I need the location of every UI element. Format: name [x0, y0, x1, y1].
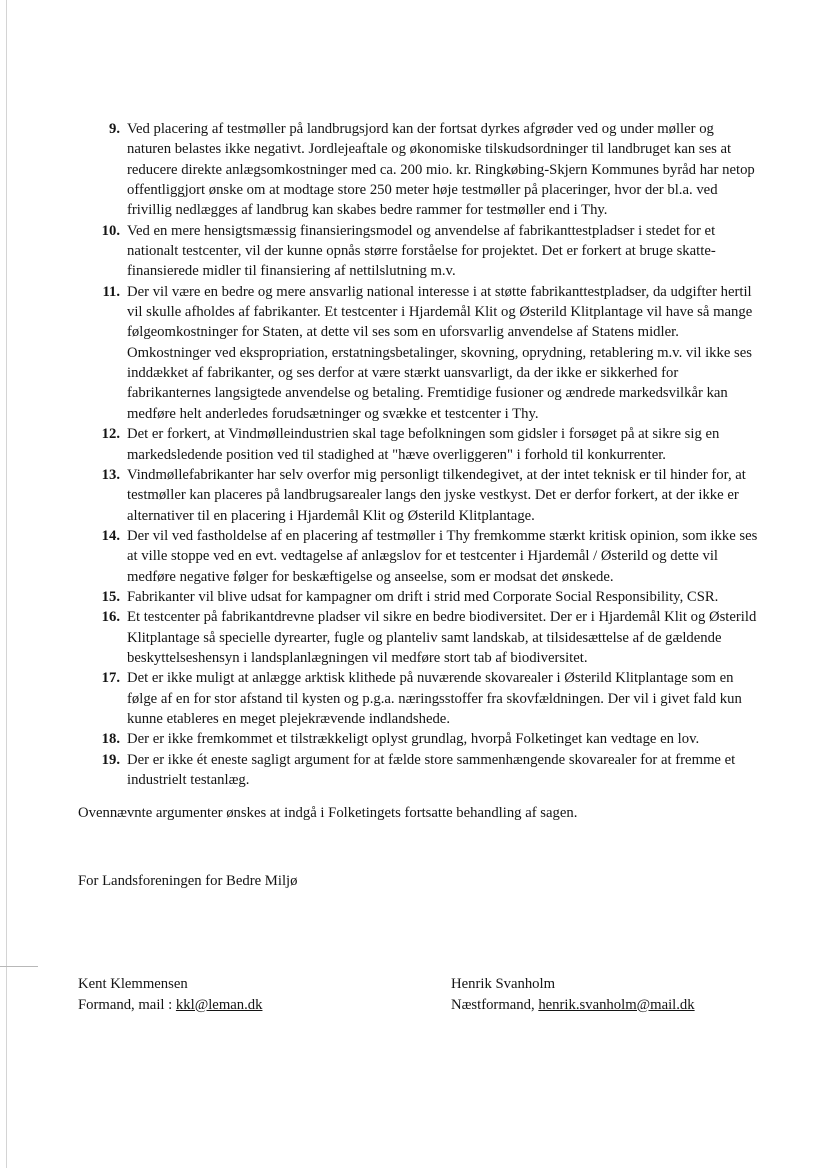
argument-text: Der er ikke fremkommet et tilstrækkeligt oplyst grundlag, hvorpå Folketinget kan vedtage en lov. [127, 731, 700, 748]
argument-text: Det er forkert, at Vindmølleindustrien skal tage befolkningen som gidsler i forsøget på at sikre sig en markedsledende position ved til stadighed at "hæve overliggeren" i forhold til konkurrenter. [127, 426, 720, 463]
argument-number: 9. [108, 121, 120, 137]
argument-number: 15. [101, 588, 120, 605]
argument-list [78, 119, 758, 790]
argument-number: 16. [101, 609, 120, 626]
argument-text: Det er ikke muligt at anlægge arktisk klithede på nuværende skovarealer i Østerild Klitplantage som en følge af en for stor afstand til kysten og p.g.a. næringsstoffer fra skovfældningen. Der vil i givet fald kun kunne etableres en meget plejekrævende indlandshede. [127, 670, 742, 727]
argument-item [78, 668, 758, 729]
argument-text: Et testcenter på fabrikantdrevne pladser vil sikre en bedre biodiversitet. Der er i Hjardemål Klit og Østerild Klitplantage så specielle dyrearter, fugle og planteliv samt landskab, at tilsidesættelse af de gældende beskyttelseshensyn i landsplanlægningen vil medføre stort tab af biodiversitet. [127, 609, 757, 666]
argument-text: Der vil være en bedre og mere ansvarlig national interesse i at støtte fabrikanttestpladser, da udgifter hertil vil skulle afholdes af fabrikanter. Et testcenter i Hjardemål Klit og Østerild Klitplantage vil have så mange følgeomkostninger for Staten, at dette vil ses som en uforsvarlig anvendelse af Statens midler. Omkostninger ved ekspropriation, erstatningsbetalinger, skovning, oprydning, retablering m.v. vil ikke ses inddækket af fabrikanter, og ses derfor at være stærkt uansvarligt, da der ikke er sikkerhed for fabrikanternes langsigtede anvendelse og betaling. Fremtidige fusioner og ændrede markedsvilkår kan medføre helt anderledes forudsætninger og svække et testcenter i Thy. [127, 283, 753, 422]
argument-item [78, 424, 758, 465]
closing-statement: Ovennævnte argumenter ønskes at indgå i Folketingets fortsatte behandling af sagen. [78, 805, 578, 821]
argument-text: Der vil ved fastholdelse af en placering af testmøller i Thy fremkomme stærkt kritisk opinion, som ikke ses at ville stoppe ved en evt. vedtagelse af anlægslov for et testcenter i Hjardemål / Østerild og dette vil medføre negative følger for beskæftigelse og anseelse, som er modsat det ønskede. [127, 527, 758, 585]
argument-text: Ved en mere hensigtsmæssig finansieringsmodel og anvendelse af fabrikanttestpladser i stedet for et nationalt testcenter, vil der kunne opnås større forståelse for projektet. Det er forkert at bruge skatte-finansierede midler til finansiering af nettilslutning m.v. [127, 222, 716, 280]
argument-item [78, 526, 758, 587]
argument-number: 14. [101, 527, 120, 544]
signatory-role: Formand, mail : [78, 996, 173, 1013]
argument-number: 18. [101, 731, 120, 748]
argument-text: Der er ikke ét eneste sagligt argument for at fælde store sammenhængende skovarealer for at fremme et industrielt testanlæg. [127, 751, 736, 788]
argument-item [78, 729, 758, 749]
scan-edge-line [6, 0, 7, 1168]
signature-block-chairman [78, 974, 262, 1015]
signatory-contact [78, 995, 262, 1016]
argument-item [78, 750, 758, 791]
email-link-vice-chairman[interactable]: henrik.svanholm@mail.dk [538, 996, 695, 1013]
argument-item [78, 221, 758, 282]
email-link-chairman[interactable]: kkl@leman.dk [175, 996, 263, 1013]
argument-number: 13. [101, 466, 120, 483]
argument-number: 10. [101, 222, 120, 239]
signatory-contact [451, 995, 695, 1016]
argument-number: 12. [101, 426, 120, 443]
argument-item [78, 587, 758, 607]
argument-text: Fabrikanter vil blive udsat for kampagner om drift i strid med Corporate Social Responsibility, CSR. [127, 588, 719, 605]
signatory-name: Henrik Svanholm [451, 976, 556, 992]
argument-item [78, 607, 758, 668]
argument-text: Vindmøllefabrikanter har selv overfor mig personligt tilkendegivet, at der intet teknisk er til hinder for, at testmøller kan placeres på landbrugsarealer langs den jyske vestkyst. Det er derfor forkert, at der ikke er alternativer til en placering i Hjardemål Klit og Østerild Klitplantage. [127, 466, 746, 524]
organization-line: For Landsforeningen for Bedre Miljø [78, 873, 298, 889]
signatory-name: Kent Klemmensen [78, 976, 188, 992]
argument-number: 11. [102, 283, 120, 300]
argument-number: 17. [101, 670, 120, 687]
argument-item [78, 465, 758, 526]
scan-edge-mark [0, 966, 38, 967]
signatory-role: Næstformand, [451, 996, 535, 1013]
argument-text: Ved placering af testmøller på landbrugsjord kan der fortsat dyrkes afgrøder ved og under møller og naturen belastes ikke negativt. Jordlejeaftale og økonomiske tilskudsordninger til landbruget kan ses at reducere direkte anlægsomkostninger med ca. 200 mio. kr. Ringkøbing-Skjern Kommunes byråd har netop offentliggjort ønske om at modtage store 250 meter høje testmøller på placeringer, hvor der bl.a. ved frivillig nedlægges af landbrug kan skabes bedre rammer for testmøller end i Thy. [127, 121, 755, 219]
signature-block-vice-chairman [451, 974, 695, 1015]
argument-item [78, 119, 758, 221]
argument-item [78, 282, 758, 424]
argument-number: 19. [101, 751, 120, 768]
